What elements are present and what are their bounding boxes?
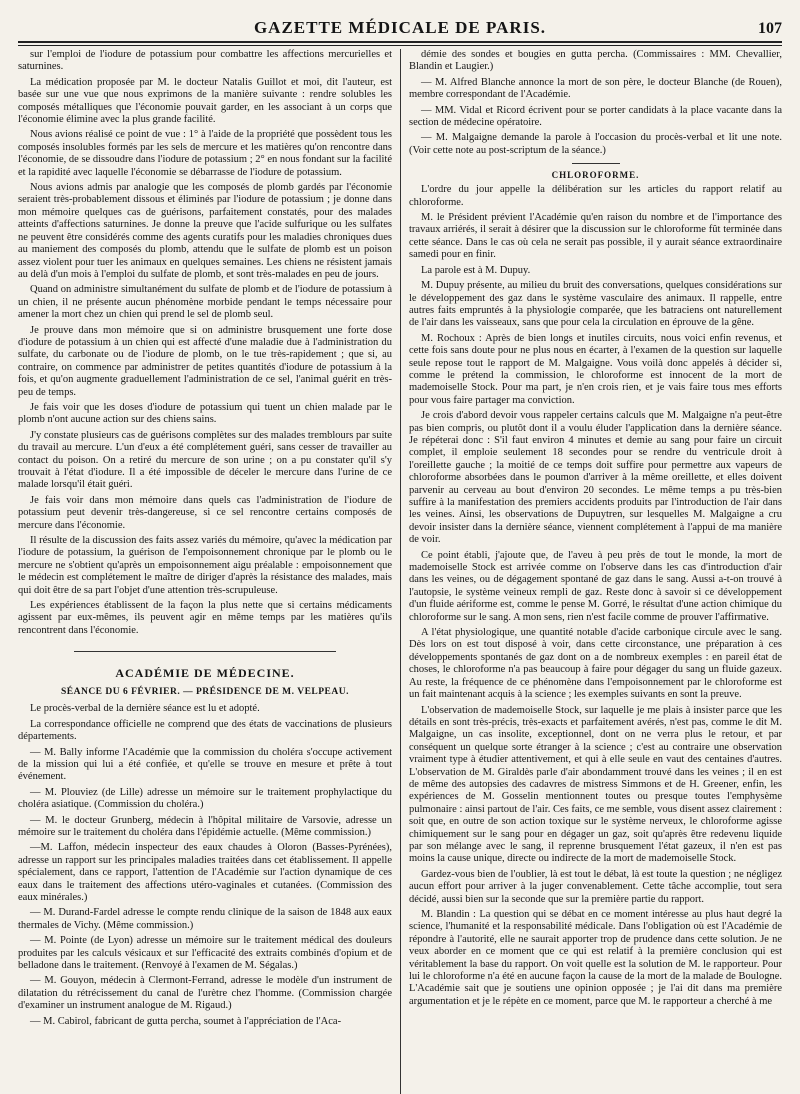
paragraph: Quand on administre simultanément du sulfate de plomb et de l'iodure de potassium à un chien, il ne présente aucun phénomène morbide pendant le temps nécessaire pour amener la mort chez un chien qui prend le sel de plomb seul. (18, 284, 392, 321)
section-divider (74, 651, 336, 652)
paragraph: Nous avions admis par analogie que les composés de plomb gardés par l'économie seraient très-probablement dissous et éliminés par l'iodure de potassium ; je donne dans mon mémoire quelques cas de guérisons, parfaitement constatés, pour des malades atteints d'affections saturnines. Je donne la preuve que l'acide sulfurique ou les sulfates ne peuvent être considérés comme des agents curatifs pour les maladies chroniques dues au maniement des composés du plomb, attendu que le sulfate de plomb est un poison assez violent pour tuer les animaux en quelques semaines. Les chiens ne résistent jamais au delà d'un mois à l'emploi du sulfate de plomb, et sont très-malades en peu de jours. (18, 182, 392, 280)
paragraph: — M. Bally informe l'Académie que la commission du choléra s'occupe activement de la mission qui lui a été confiée, et qu'elle se trouve en mesure et prête à tout événement. (18, 746, 392, 783)
paragraph: M. Rochoux : Après de bien longs et inutiles circuits, nous voici enfin revenus, et cette fois sans doute pour ne plus nous en écarter, à l'examen de la question sur laquelle seule repose tout le rapport de M. Malgaigne. Vous voilà donc appelés à décider si, comme le prétend la commission, le chloroforme est innocent de la mort de mademoiselle Stock. Pour ma part, je n'en crois rien, et je vais faire tous mes efforts pour vous faire partager ma conviction. (409, 332, 782, 406)
paragraph: La correspondance officielle ne comprend que des états de vaccinations de plusieurs départements. (18, 718, 392, 743)
paragraph: Je fais voir dans mon mémoire dans quels cas l'administration de l'iodure de potassium peut devenir très-dangereuse, si ce sel rencontre certains composés de mercure dans l'économie. (18, 494, 392, 531)
paragraph: — M. le docteur Grunberg, médecin à l'hôpital militaire de Varsovie, adresse un mémoire sur le traitement du choléra dans l'épidémie actuelle. (Même commission.) (18, 814, 392, 838)
academy-title: ACADÉMIE DE MÉDECINE. (115, 666, 295, 681)
two-column-body (18, 49, 782, 1094)
paragraph: sur l'emploi de l'iodure de potassium pour combattre les affections mercurielles et saturnines. (18, 49, 392, 73)
paragraph: A l'état physiologique, une quantité notable d'acide carbonique circule avec le sang. Dès lors on est tout disposé à voir, dans cette circonstance, une préparation à ces développements spontanés de gaz dont on a de nombreux exemples : en pareil état de choses, le chloroforme n'a pas beaucoup à faire pour dégager du sang un fluide gazeux. Au reste, la fréquence de ce phénomène dans l'empoisonnement par le chloroforme est un fait maintenant acquis à la science ; les exemples suivants en sont la preuve. (409, 627, 782, 701)
right-column (400, 49, 782, 1094)
paragraph: — M. Gouyon, médecin à Clermont-Ferrand, adresse le modèle d'un instrument de dilatation du rétrécissement du canal de l'urètre chez l'homme. (Commission chargée d'examiner un instrument analogue de M. Rigaud.) (18, 975, 392, 1012)
paragraph: — M. Alfred Blanche annonce la mort de son père, le docteur Blanche (de Rouen), membre correspondant de l'Académie. (409, 76, 782, 101)
paragraph: Je fais voir que les doses d'iodure de potassium qui tuent un chien malade par le plomb n'ont aucune action sur des chiens sains. (18, 401, 392, 426)
seance-line: SÉANCE DU 6 FÉVRIER. — PRÉSIDENCE DE M. VELPEAU. (60, 687, 349, 698)
short-divider (572, 163, 620, 164)
paragraph: Les expériences établissent de la façon la plus nette que si certains médicaments agissent par eux-mêmes, ils peuvent agir en même temps par les matières qu'ils rencontrent dans l'économie. (18, 600, 392, 636)
paragraph: M. le Président prévient l'Académie qu'en raison du nombre et de l'importance des travaux arriérés, il serait à désirer que la discussion sur le chloroforme fût terminée dans cette séance. Dans le cas où cela ne serait pas possible, il y aurait séance extraordinaire samedi pour en finir. (409, 212, 782, 261)
paragraph: Ce point établi, j'ajoute que, de l'aveu à peu près de tout le monde, la mort de mademoiselle Stock est arrivée comme on l'observe dans les cas d'introduction d'air dans les veines, ou de dégagement spontané de gaz dans le sang. Aussi a-t-on trouvé à l'autopsie, le système veineux rempli de gaz. Reste donc à savoir si ce développement d'un fluide aériforme est, comme le pense M. Gorré, le résultat d'une action chimique du chloroforme sur le sang. A mon sens, rien n'est facile comme de prouver l'affirmative. (409, 549, 782, 623)
page-number: 107 (758, 20, 782, 37)
paragraph: J'y constate plusieurs cas de guérisons complètes sur des malades tremblours par suite du travail au mercure. L'un d'eux a été complétement guéri, sans cesser de travailler au contact du poison. On a retiré du mercure de son urine ; on a pu constater qu'il s'y trouvait à l'état d'iodure. Il a été impossible de déceler le mercure dans l'urine de ce malade lorsqu'il était guéri. (18, 429, 392, 491)
right-column-bottom-text (409, 184, 782, 1008)
paragraph: démie des sondes et bougies en gutta percha. (Commissaires : MM. Chevallier, Blandin et Laugier.) (409, 49, 782, 73)
paragraph: — M. Cabirol, fabricant de gutta percha, soumet à l'appréciation de l'Aca- (30, 1015, 342, 1027)
left-column-bottom-text (18, 703, 392, 1028)
paragraph: Je crois d'abord devoir vous rappeler certains calculs que M. Malgaigne n'a peut-être pas bien compris, ou plutôt dont il a voulu éluder l'application dans la dernière séance. Je répéterai donc : S'il faut environ 4 minutes et demie au sang pour faire un circuit complet, il emploie seulement 18 secondes pour se rendre du ventricule droit à l'oreillette gauche ; la moitié de ce temps doit suffire pour permettre aux vapeurs de chloroforme absorbées dans le poumon d'arriver à la même oreillette, et elles doivent parvenir au cerveau au bout d'environ 20 secondes. Le même temps a pu très-bien suffire à la manifestation des premiers accidents produits par l'introduction de l'air dans les veines. Ainsi, les observations de Dupuytren, sur lesquelles M. Malgaigne a cru devoir insister dans la dernière séance, viennent complétement à l'appui de ma manière de voir. (409, 410, 782, 546)
paragraph: Je prouve dans mon mémoire que si on administre brusquement une forte dose d'iodure de potassium à un chien qui est affecté d'une maladie due à l'administration du sulfate, du carbonate ou de l'iodure de plomb, on le tue très-rapidement ; que si, au contraire, on commence par administrer de petites quantités d'iodure de potassium à la fois, et qu'on augmente graduellement l'administration de ce sel, l'animal guérit en très-peu de temps. (18, 324, 392, 398)
paragraph: L'observation de mademoiselle Stock, sur laquelle je me plais à insister parce que les détails en sont très-précis, très-exacts et parfaitement avérés, n'est pas, comme le dit M. Malgaigne, un cas insolite, exceptionnel, dont on ne verra plus le retour, et par conséquent un quelque sorte étranger à la science ; c'est au contraire une observation vraiment type à étudier attentivement, et qui à elle seule en vaut des centaines d'autres. L'observation de M. Giraldès parle d'air abondamment trouvé dans les veines ; il en est de même des autopsies des cadavres de mistress Simmons et de H. Greener, enfin, les expériences de M. Gosselin mentionnent toutes ou presque toutes l'emphysème pulmonaire : ainsi partout de l'air. Ces faits, ce me semble, vous disent assez clairement : soit que, en outre de son action toxique sur le système nerveux, le chloroforme agisse chimiquement sur le sang pour en dégager un gaz, soit qu'après être redevenu liquide par son mélange avec le sang, il reprenne brusquement l'état gazeux, il n'en est pas moins la cause unique, directe ou indirecte de la mort de mademoiselle Stock. (409, 704, 782, 865)
paragraph: Le procès-verbal de la dernière séance est lu et adopté. (30, 703, 260, 715)
paragraph: La médication proposée par M. le docteur Natalis Guillot et moi, dit l'auteur, est basée sur une vue que nous exprimons de la manière suivante : rendre solubles les composés métalliques que l'économie pouvait garder, en les associant à un corps que l'économie élimine avec la plus grande facilité. (18, 76, 392, 126)
publication-title: GAZETTE MÉDICALE DE PARIS. (253, 18, 547, 37)
paragraph: — M. Malgaigne demande la parole à l'occasion du procès-verbal et lit une note. (Voir cette note au post-scriptum de la séance.) (409, 132, 782, 156)
header-rule (18, 41, 782, 46)
paragraph: L'ordre du jour appelle la délibération sur les articles du rapport relatif au chloroforme. (409, 184, 782, 208)
paragraph: Nous avions réalisé ce point de vue : 1° à l'aide de la propriété que possèdent tous les composés insolubles formés par les sels de mercure et les matières qu'on rencontre dans l'économie, de se dissoudre dans l'iodure de potassium ; 2° en nous fondant sur la facilité et la rapidité avec laquelle l'économie se débarrasse de l'iodure de potassium. (18, 129, 392, 178)
left-column (18, 49, 400, 1094)
paragraph: — M. Plouviez (de Lille) adresse un mémoire sur le traitement prophylactique du choléra asiatique. (Commission du choléra.) (18, 786, 392, 811)
paragraph: — M. Durand-Fardel adresse le compte rendu clinique de la saison de 1848 aux eaux thermales de Vichy. (Même commission.) (18, 907, 392, 931)
paragraph: M. Dupuy présente, au milieu du bruit des conversations, quelques considérations sur le développement des gaz dans le système vasculaire des animaux. Il rappelle, entre autres faits empruntés à la physiologie comparée, que les batraciens ont naturellement de l'air dans les vaisseaux, sans que pour cela la circulation en éprouve de la gêne. (409, 280, 782, 329)
paragraph: La parole est à M. Dupuy. (421, 264, 531, 276)
right-column-top-text (409, 49, 782, 157)
paragraph: —M. Laffon, médecin inspecteur des eaux chaudes à Oloron (Basses-Pyrénées), adresse un rapport sur les principales maladies traitées dans cet établissement. Il appelle spécialement, dans ce rapport, l'attention de l'Académie sur l'action dynamique de ces eaux dans le traitement des affections utéro-vaginales et cutanées. (Commission des eaux minérales.) (18, 842, 392, 903)
left-column-top-text (18, 49, 392, 637)
paragraph: M. Blandin : La question qui se débat en ce moment intéresse au plus haut degré la science, l'humanité et la responsabilité médicale. Dans l'obligation où est l'Académie de répondre à l'autorité, elle ne saurait apporter trop de prudence dans cette solution. Je ne veux aborder en ce moment que ce qui est relatif à la première conclusion qui est véritablement la base du rapport. On voit quelle est la solution de M. le rapporteur. Pour lui le chloroforme n'a été en aucune façon la cause de la mort de la malade de Boulogne. L'Académie sait que je soutiens une opinion opposée ; je l'ai dit dans ma première argumentation et je le répète en ce moment, parce que M. le rapporteur a cherché à me (409, 909, 782, 1007)
paragraph: — M. Pointe (de Lyon) adresse un mémoire sur le traitement médical des douleurs produites par les calculs vésicaux et sur l'efficacité des extraits combinés d'opium et de belladone dans le traitement. (Renvoyé à l'examen de M. Ségalas.) (18, 935, 392, 971)
masthead (18, 14, 782, 38)
chloroforme-subhead: CHLOROFORME. (551, 170, 640, 181)
paragraph: Il résulte de la discussion des faits assez variés du mémoire, qu'avec la médication par l'iodure de potassium, la guérison de l'empoisonnement chronique par le plomb ou le mercure ne s'obtient qu'après un empoisonnement aigu préalable : empoisonnement que le médecin est complétement le maître de diriger d'après la résistance des malades, mais qui doit être de sa part l'objet d'une attention très-scrupuleuse. (18, 535, 392, 596)
paragraph: — MM. Vidal et Ricord écrivent pour se porter candidats à la place vacante dans la section de médecine opératoire. (409, 104, 782, 129)
paragraph: Gardez-vous bien de l'oublier, là est tout le débat, là est toute la question ; ne négligez aucun effort pour arriver à la juger convenablement. Cette tâche accomplie, tout sera décidé, aussi bien sur la seconde que sur la première partie du rapport. (409, 868, 782, 905)
